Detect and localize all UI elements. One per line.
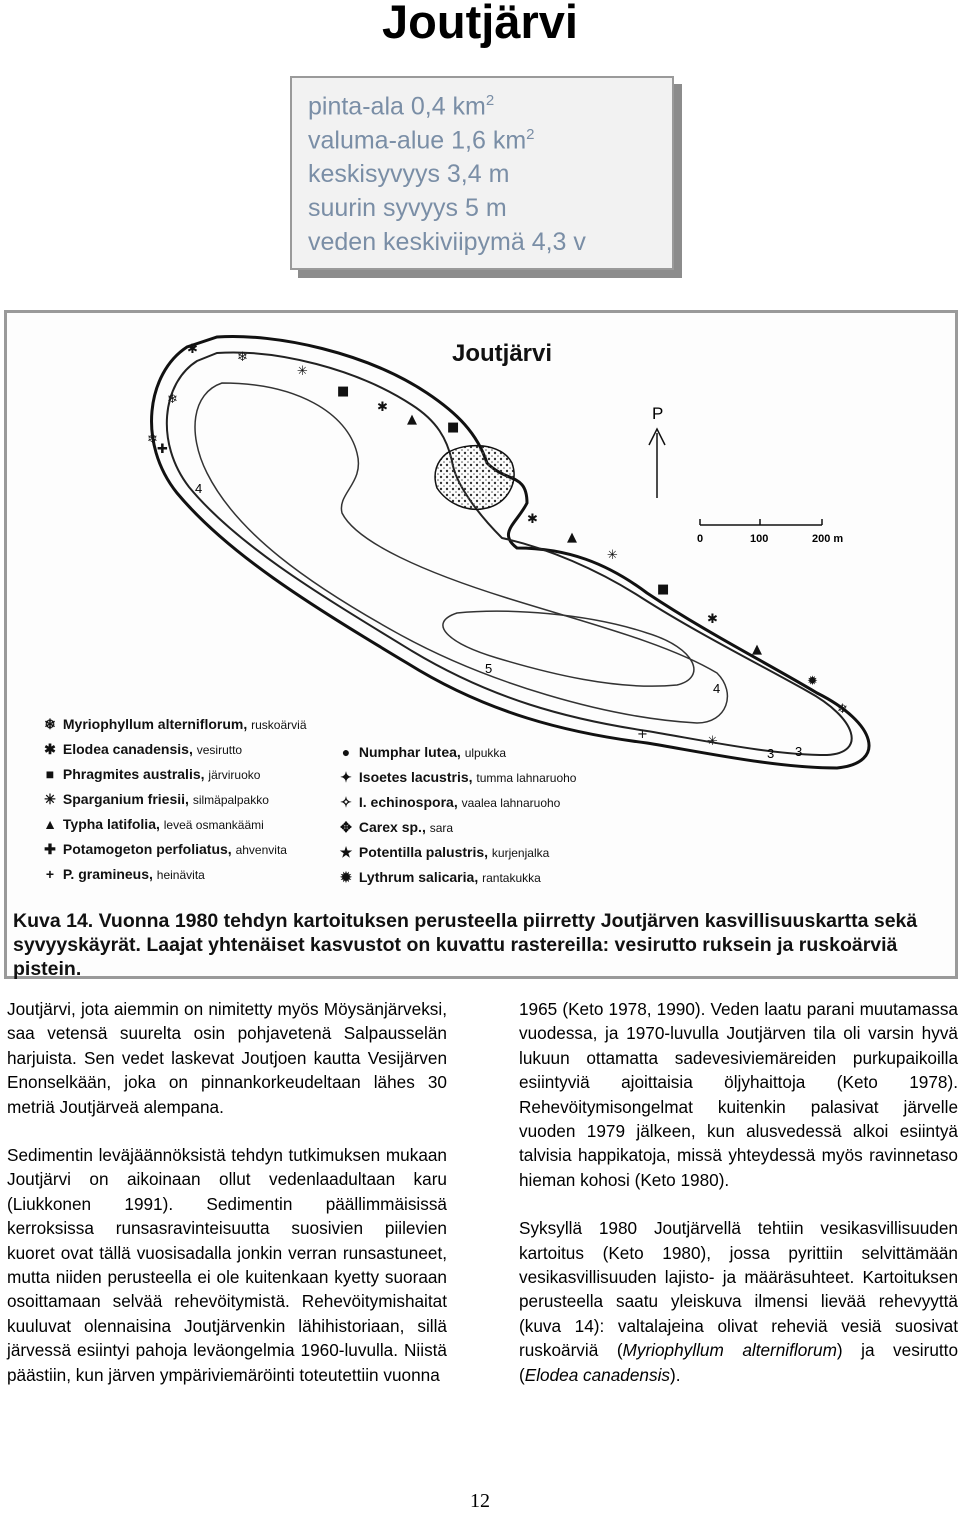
depth-label: 5 xyxy=(485,661,493,676)
north-label: P xyxy=(652,404,664,423)
svg-text:✱: ✱ xyxy=(187,342,198,357)
page-number: 12 xyxy=(470,1490,490,1512)
svg-text:✳: ✳ xyxy=(297,364,308,379)
stat-area: pinta-ala 0,4 $km^2$ xyxy=(308,92,495,121)
paragraph: Syksyllä 1980 Joutjärvellä tehtiin vesikasvillisuuden kartoitus (Keto 1980), jossa pyrittiin selvittämään vesikasvillisuuden lajisto- ja määräsuhteet. Kartoituksen perusteella saatu yleiskuva ilmensi lievää rehevyyttä (kuva 14): valtalajeina olivat reheviä vesiä suosivat ruskoärviä (Myriophyllum alterniflorum) ja vesirutto (Elodea canadensis). xyxy=(519,1218,959,1385)
stat-retention: veden keskiviipymä 4,3 v xyxy=(308,228,586,256)
text-column-right xyxy=(519,997,958,1411)
depth-label: 3 xyxy=(795,744,803,759)
svg-text:✱: ✱ xyxy=(527,512,538,527)
svg-text:▲: ▲ xyxy=(567,530,577,545)
paragraph: Joutjärvi, jota aiemmin on nimitetty myös Möysänjärveksi, saa vetensä suurelta osin pohjavetenä Salpausselän harjuista. Sen vedet laskevat Joutjoen kautta Vesijärven Enonselkään, joka on pinnankorkeudeltaan lähes 30 metriä Joutjärveä alempana. xyxy=(7,999,447,1117)
lake-stats-box xyxy=(290,76,674,270)
svg-text:❄: ❄ xyxy=(237,350,248,365)
vegetation-band xyxy=(167,352,852,755)
page-title: Joutjärvi xyxy=(382,0,578,48)
map-title: Joutjärvi xyxy=(452,340,553,367)
svg-text:✱: ✱ xyxy=(707,612,718,627)
svg-text:❄: ❄ xyxy=(147,432,158,447)
paragraph: 1965 (Keto 1978, 1990). Veden laatu parani muutamassa vuodessa, ja 1970-luvulla Joutjärven tila oli varsin hyvä lukuun ottamatta sadevesiviemäreiden purkupaikoilla esiintyviä ajoittaisia öljyhaittoja (Keto 1978). Rehevöitymisongelmat kuitenkin palasivat järvelle vuoden 1979 jälkeen, kun alusvedessä alkoi esiintyä talvisia happikatoja, missä yhteydessä myös ravinnetaso hieman kohosi (Keto 1980). xyxy=(519,999,958,1190)
vegetation-map: Joutjärvi 4 3 5 4 3 ✱ ❄ ✳ ■ ✱ ▲ ❄ ✚ ✱ ▲ ✳ ■ ✱ ▲ ✹ ❄ ✳ + ❄ ■ P 0 100 200 m ❄ Myriophyllum alterniflorum, ruskoärviä ✱ Elodea canadensis, vesirutto ■ Phragmites australis, järviruoko ✳ Sparganium friesii, silmäpalpakko ▲ Typha latifolia, leveä osmankäämi ✚ Potamogeton perfoliatus, ahvenvita + P. gramineus, heinävita ● Numphar lutea, ulpukka ✦ Isoetes lacustris, tumma lahnaruoho ✧ I. echinospora, vaalea lahnaruoho ✥ Carex sp., sara ★ Potentilla palustris, kurjenjalka ✹ Lythrum salicaria, rantakukka Kuva 14. Vuonna 1980 tehdyn kartoituksen perusteella piirretty Joutjärven kasvillisuuskartta sekä syvyyskäyrät. Laajat yhtenäiset kasvustot on kuvattu rastereilla: vesirutto ruksein ja ruskoärviä pistein. xyxy=(4,310,958,979)
depth-contour-5 xyxy=(443,611,694,686)
svg-text:✱: ✱ xyxy=(377,400,388,415)
svg-text:✳: ✳ xyxy=(707,734,718,749)
svg-text:■: ■ xyxy=(657,582,670,597)
north-arrow xyxy=(649,404,665,498)
stat-mean-depth: keskisyvyys 3,4 m xyxy=(308,160,510,188)
figure-caption: Kuva 14. Vuonna 1980 tehdyn kartoituksen perusteella piirretty Joutjärven kasvillisuuskartta sekä syvyyskäyrät. Laajat yhtenäiset kasvustot on kuvattu rastereilla: vesirutto ruksein ja ruskoärviä pistein. xyxy=(13,910,918,980)
depth-contour-4 xyxy=(195,383,727,723)
svg-text:■: ■ xyxy=(337,384,350,399)
dotted-vegetation-patch xyxy=(435,446,514,510)
svg-text:▲: ▲ xyxy=(407,412,417,427)
stat-catchment: valuma-alue 1,6 $km^2$ xyxy=(308,126,535,155)
stat-max-depth: suurin syvyys 5 m xyxy=(308,194,507,222)
depth-label: 4 xyxy=(195,481,203,496)
paragraph: Sedimentin leväjäännöksistä tehdyn tutkimuksen mukaan Joutjärvi on aikoinaan ollut vedenlaadultaan karu (Liukkonen 1991). Sedimentin päällimmäisissä kerroksissa runsasravinteisuutta suosivien piilevien kuoret ovat tällä vuosisadalla jonkin verran runsastuneet, mutta niiden perusteella ei ole kuitenkaan kyetty suoraan osoittamaan selvää rehevöitymistä. Rehevöitymishaitat kuuluvat olennaisina Joutjärvenkin lähihistoriaan, sillä järvessä esiintyi pahoja leväongelmia 1960-luvulla. Niistä päästiin, kun järven ympäriviemäröinti toteutettiin vuonna xyxy=(7,1145,447,1385)
svg-text:✹: ✹ xyxy=(807,674,818,689)
scale-bar xyxy=(697,519,843,545)
svg-text:■: ■ xyxy=(447,420,460,435)
svg-text:✳: ✳ xyxy=(607,548,618,563)
svg-text:▲: ▲ xyxy=(752,642,762,657)
svg-text:✚: ✚ xyxy=(157,442,168,457)
svg-text:❄: ❄ xyxy=(167,392,178,407)
svg-text:100: 100 xyxy=(750,533,769,545)
svg-text:+: + xyxy=(637,727,648,742)
svg-text:200 m: 200 m xyxy=(812,533,844,545)
svg-text:❄: ❄ xyxy=(837,702,848,717)
svg-text:0: 0 xyxy=(697,533,704,545)
text-column-left xyxy=(7,997,447,1411)
depth-label: 4 xyxy=(713,681,721,696)
depth-label: 3 xyxy=(767,746,775,761)
